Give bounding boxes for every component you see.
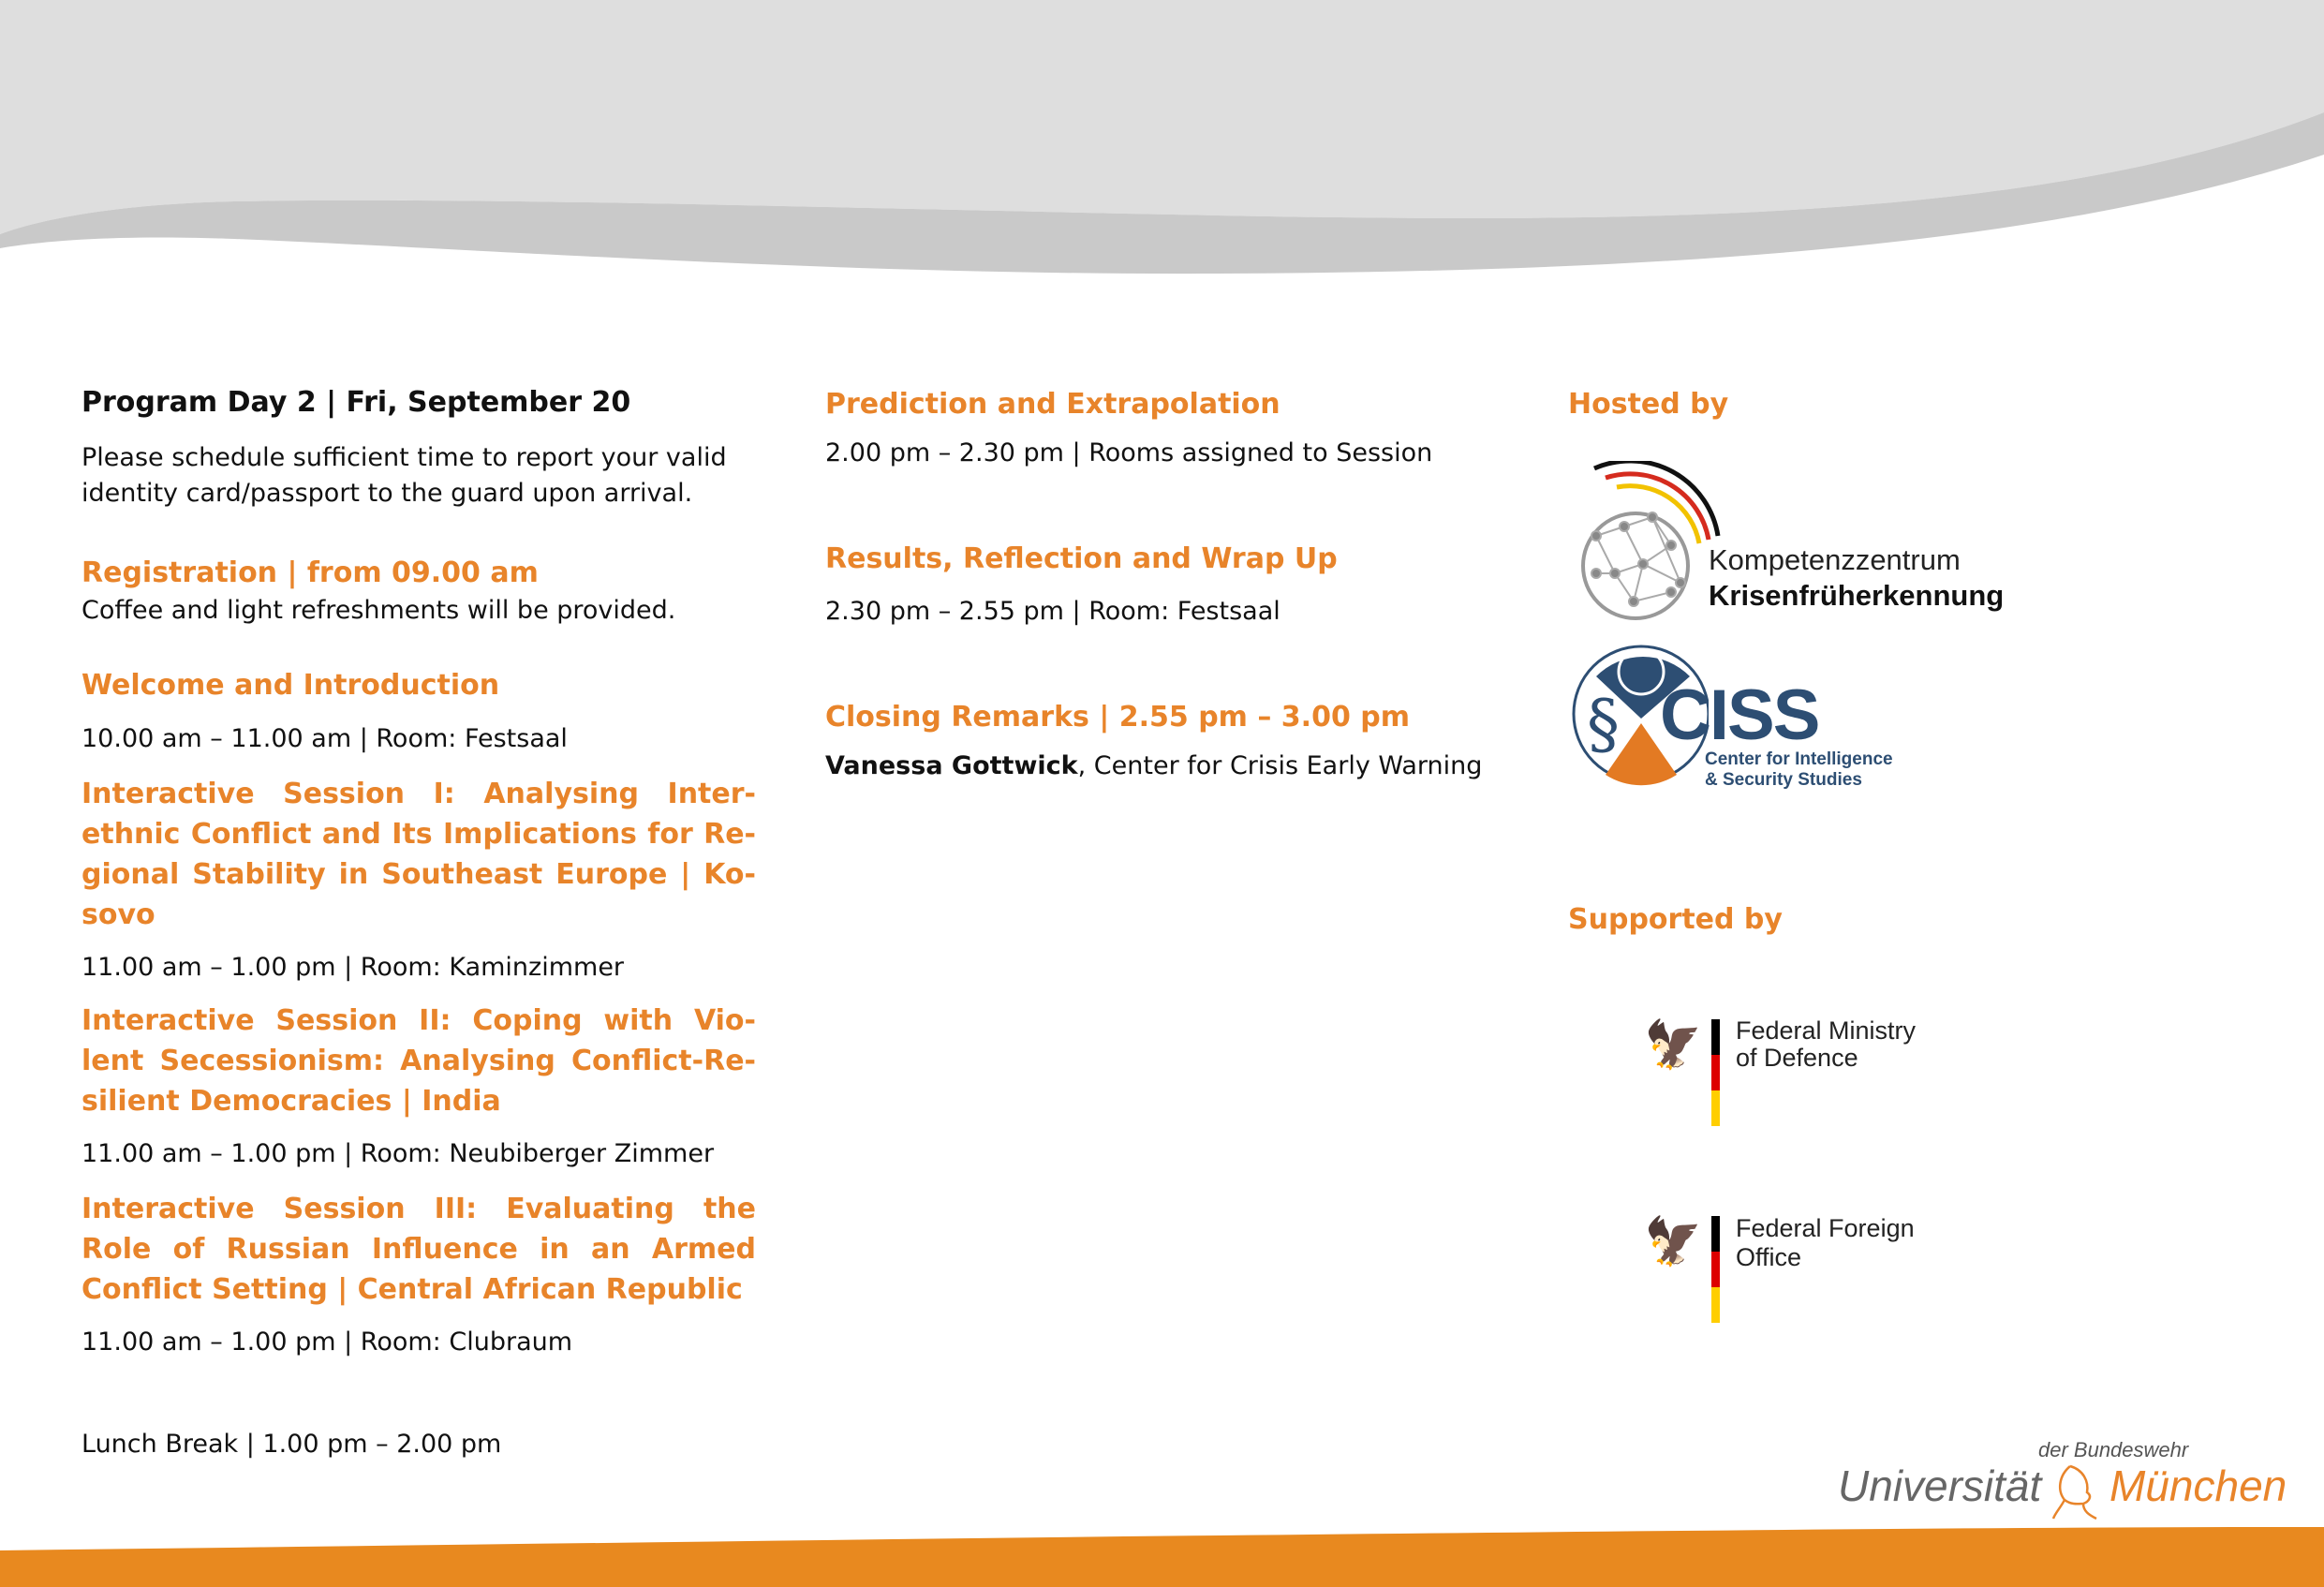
flag-stripe-red	[1711, 1252, 1720, 1287]
heading-line: Interactive Session III: Evaluating the	[81, 1193, 756, 1225]
speaker-affiliation: , Center for Crisis Early Warning	[1077, 751, 1483, 780]
supported-by-heading: Supported by	[1568, 903, 1783, 936]
program-day-title: Program Day 2 | Fri, September 20	[81, 386, 631, 419]
flag-stripe-gold	[1711, 1090, 1720, 1126]
svg-text:§: §	[1587, 686, 1620, 763]
federal-eagle-icon: 🦅	[1644, 1214, 1703, 1268]
ciss-logo-line2: & Security Studies	[1705, 770, 1862, 790]
arrival-notice	[81, 440, 756, 512]
heading-line: sovo	[81, 898, 155, 931]
registration-text: Coffee and light refreshments will be provided.	[81, 596, 676, 625]
heading-line: Interactive Session I: Analysing Inter-	[81, 778, 756, 810]
hosted-by-heading: Hosted by	[1568, 388, 1729, 421]
session3-time: 11.00 am – 1.00 pm | Room: Clubraum	[81, 1327, 573, 1357]
heading-line: Interactive Session II: Coping with Vio-	[81, 1004, 756, 1037]
ciss-logo	[1568, 639, 1905, 794]
unibw-logo	[1838, 1438, 2287, 1527]
heading-line: silient Democracies | India	[81, 1085, 501, 1118]
welcome-time: 10.00 am – 11.00 am | Room: Festsaal	[81, 724, 568, 753]
flag-stripe-black	[1711, 1216, 1720, 1252]
session1-heading	[81, 774, 756, 935]
athena-head-icon	[2051, 1462, 2100, 1522]
speaker-name: Vanessa Gottwick	[825, 751, 1078, 780]
registration-heading: Registration | from 09.00 am	[81, 556, 539, 589]
ciss-logo-line1: Center for Intelligence	[1705, 749, 1893, 769]
results-time: 2.30 pm – 2.55 pm | Room: Festsaal	[825, 597, 1280, 626]
bmvg-logo-text	[1736, 1017, 1916, 1072]
unibw-logo-left: Universität	[1838, 1461, 2042, 1510]
kkf-logo-line1: Kompetenzzentrum	[1709, 543, 1961, 576]
heading-line: ethnic Conflict and Its Implications for Re-	[81, 818, 756, 851]
federal-eagle-icon: 🦅	[1644, 1017, 1703, 1072]
closing-heading: Closing Remarks | 2.55 pm – 3.00 pm	[825, 701, 1411, 734]
flag-stripe-red	[1711, 1055, 1720, 1090]
bmvg-line2: of Defence	[1736, 1044, 1858, 1072]
kkf-logo-line2: Krisenfrüherkennung	[1709, 579, 2005, 612]
session2-time: 11.00 am – 1.00 pm | Room: Neubiberger Zimmer	[81, 1139, 715, 1168]
heading-line: gional Stability in Southeast Europe | Ko-	[81, 858, 756, 891]
unibw-logo-top: der Bundeswehr	[2038, 1438, 2189, 1461]
network-globe-icon	[1568, 461, 1727, 622]
lunch-break: Lunch Break | 1.00 pm – 2.00 pm	[81, 1430, 502, 1459]
aa-logo	[1644, 1209, 1962, 1358]
results-heading: Results, Reflection and Wrap Up	[825, 542, 1338, 575]
prediction-time: 2.00 pm – 2.30 pm | Rooms assigned to Session	[825, 438, 1433, 467]
bmvg-logo	[1644, 1012, 1981, 1162]
flag-stripe-black	[1711, 1019, 1720, 1055]
bmvg-line1: Federal Ministry	[1736, 1016, 1917, 1045]
notice-line: Please schedule sufficient time to report your valid	[81, 443, 727, 472]
welcome-heading: Welcome and Introduction	[81, 669, 500, 702]
closing-speaker	[825, 749, 1537, 784]
footer-wave	[0, 1527, 2324, 1587]
unibw-logo-right: München	[2109, 1461, 2287, 1510]
ciss-logo-name: CISS	[1660, 675, 1819, 755]
aa-line1: Federal Foreign Office	[1736, 1214, 1915, 1271]
heading-line: lent Secessionism: Analysing Conflict-Re-	[81, 1045, 756, 1077]
heading-line: Conflict Setting | Central African Republic	[81, 1273, 743, 1306]
kkf-logo	[1568, 461, 2005, 622]
session3-heading	[81, 1189, 756, 1310]
prediction-heading: Prediction and Extrapolation	[825, 388, 1280, 421]
session2-heading	[81, 1001, 756, 1121]
notice-line: identity card/passport to the guard upon arrival.	[81, 479, 693, 508]
heading-line: Role of Russian Influence in an Armed	[81, 1233, 756, 1266]
flag-stripe-gold	[1711, 1287, 1720, 1323]
session1-time: 11.00 am – 1.00 pm | Room: Kaminzimmer	[81, 953, 625, 982]
